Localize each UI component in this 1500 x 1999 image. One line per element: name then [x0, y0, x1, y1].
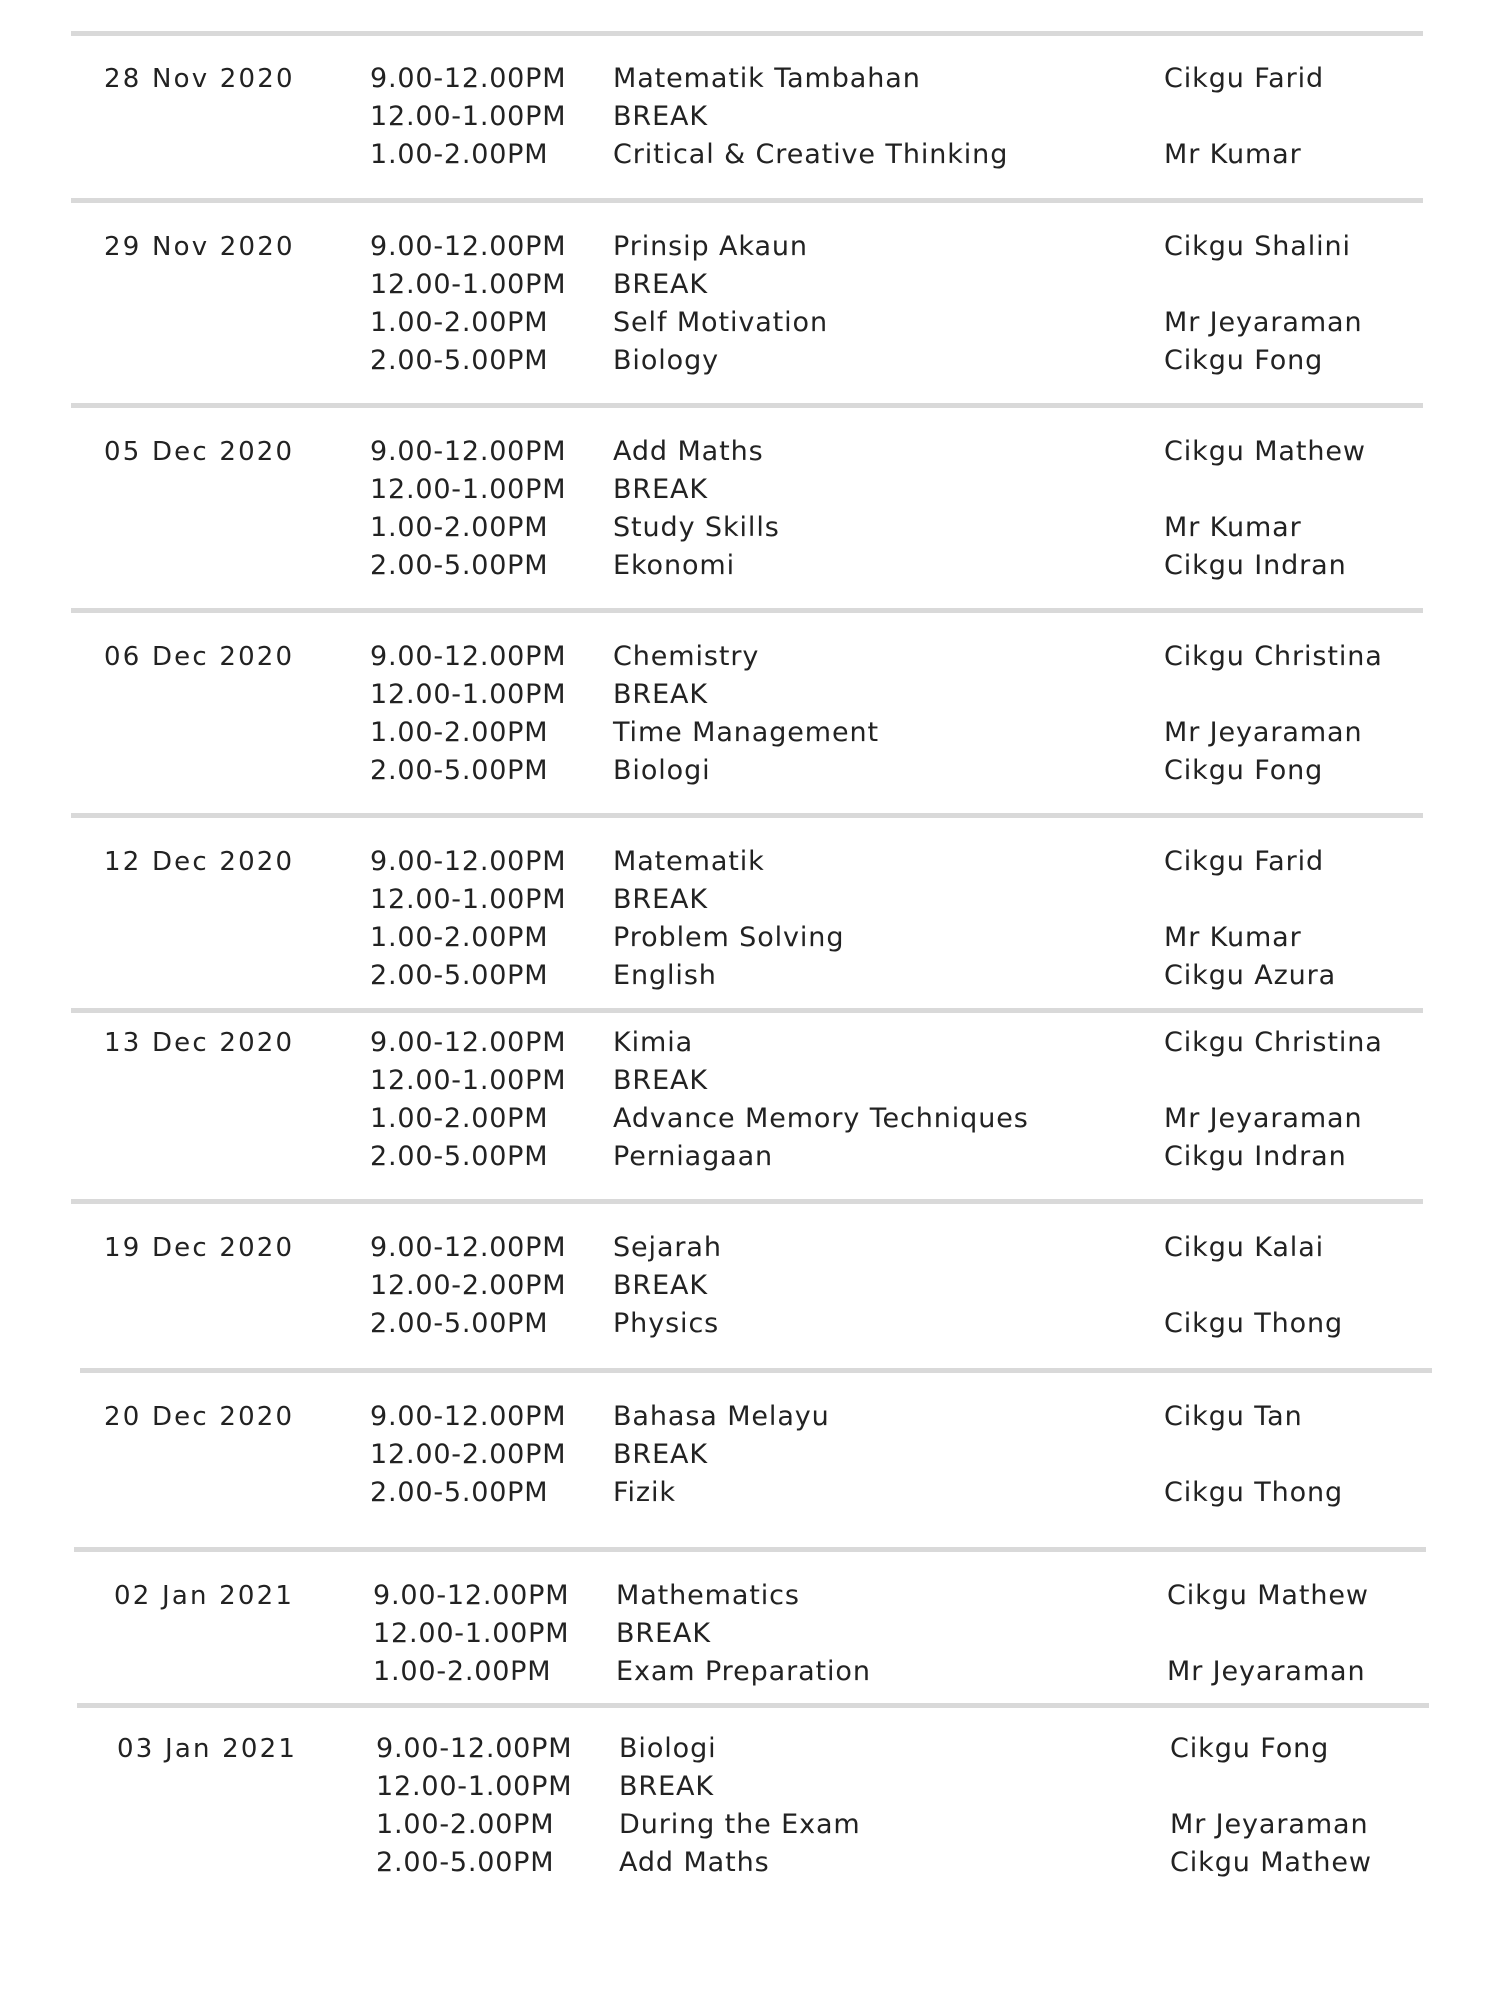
session-subject: BREAK	[616, 1618, 712, 1649]
divider-rule	[74, 1547, 1426, 1552]
session-subject: BREAK	[613, 1065, 709, 1096]
session-time: 1.00-2.00PM	[376, 1809, 555, 1840]
session-teacher: Cikgu Kalai	[1164, 1232, 1325, 1263]
session-teacher: Mr Jeyaraman	[1164, 307, 1363, 338]
session-subject: Matematik	[613, 846, 765, 877]
session-time: 9.00-12.00PM	[370, 436, 567, 467]
session-time: 9.00-12.00PM	[370, 641, 567, 672]
session-subject: BREAK	[613, 474, 709, 505]
session-date: 20 Dec 2020	[104, 1402, 295, 1432]
session-time: 12.00-1.00PM	[376, 1771, 573, 1802]
session-teacher: Mr Jeyaraman	[1170, 1809, 1369, 1840]
session-subject: BREAK	[613, 884, 709, 915]
session-row	[0, 919, 1500, 957]
session-date: 12 Dec 2020	[104, 847, 295, 877]
session-subject: Biologi	[613, 755, 711, 786]
divider-rule	[71, 31, 1423, 36]
session-subject: Perniagaan	[613, 1141, 774, 1172]
session-teacher: Mr Jeyaraman	[1164, 717, 1363, 748]
divider-rule	[71, 813, 1423, 818]
session-row	[0, 676, 1500, 714]
session-teacher: Mr Jeyaraman	[1167, 1656, 1366, 1687]
session-time: 2.00-5.00PM	[370, 345, 549, 376]
session-teacher: Cikgu Mathew	[1170, 1847, 1372, 1878]
session-subject: Chemistry	[613, 641, 760, 672]
session-subject: BREAK	[619, 1771, 715, 1802]
session-teacher: Cikgu Christina	[1164, 641, 1383, 672]
session-subject: Problem Solving	[613, 922, 845, 953]
session-row	[0, 98, 1500, 136]
session-time: 12.00-1.00PM	[370, 884, 567, 915]
session-date: 19 Dec 2020	[104, 1233, 295, 1263]
session-time: 9.00-12.00PM	[370, 1232, 567, 1263]
session-subject: Prinsip Akaun	[613, 231, 808, 262]
session-subject: Bahasa Melayu	[613, 1401, 830, 1432]
session-teacher: Cikgu Fong	[1164, 345, 1324, 376]
session-row	[0, 266, 1500, 304]
divider-rule	[71, 1008, 1423, 1013]
session-time: 1.00-2.00PM	[373, 1656, 552, 1687]
session-subject: Kimia	[613, 1027, 694, 1058]
session-teacher: Mr Jeyaraman	[1164, 1103, 1363, 1134]
session-time: 12.00-2.00PM	[370, 1270, 567, 1301]
session-subject: Advance Memory Techniques	[613, 1103, 1029, 1134]
session-time: 2.00-5.00PM	[370, 550, 549, 581]
divider-rule	[71, 403, 1423, 408]
session-teacher: Cikgu Tan	[1164, 1401, 1303, 1432]
session-subject: BREAK	[613, 269, 709, 300]
session-teacher: Mr Kumar	[1164, 139, 1302, 170]
session-subject: Fizik	[613, 1477, 676, 1508]
session-date: 02 Jan 2021	[114, 1581, 295, 1611]
session-row	[0, 1062, 1500, 1100]
session-row	[0, 471, 1500, 509]
session-time: 1.00-2.00PM	[370, 512, 549, 543]
session-row	[0, 1024, 1500, 1062]
session-row	[6, 1730, 1500, 1768]
session-time: 9.00-12.00PM	[370, 231, 567, 262]
session-teacher: Mr Kumar	[1164, 512, 1302, 543]
session-time: 2.00-5.00PM	[370, 1477, 549, 1508]
session-teacher: Cikgu Farid	[1164, 846, 1325, 877]
session-row	[0, 342, 1500, 380]
session-row	[0, 60, 1500, 98]
session-time: 1.00-2.00PM	[370, 139, 549, 170]
session-time: 1.00-2.00PM	[370, 1103, 549, 1134]
session-time: 12.00-1.00PM	[370, 679, 567, 710]
session-row	[0, 1305, 1500, 1343]
session-time: 2.00-5.00PM	[370, 1141, 549, 1172]
session-teacher: Cikgu Fong	[1170, 1733, 1330, 1764]
divider-rule	[80, 1368, 1432, 1373]
session-subject: BREAK	[613, 679, 709, 710]
session-teacher: Cikgu Indran	[1164, 1141, 1347, 1172]
session-teacher: Cikgu Mathew	[1167, 1580, 1369, 1611]
session-row	[0, 714, 1500, 752]
session-time: 9.00-12.00PM	[370, 63, 567, 94]
session-subject: Sejarah	[613, 1232, 722, 1263]
session-subject: English	[613, 960, 717, 991]
session-teacher: Cikgu Indran	[1164, 550, 1347, 581]
session-time: 9.00-12.00PM	[370, 846, 567, 877]
session-time: 12.00-1.00PM	[370, 474, 567, 505]
session-teacher: Cikgu Fong	[1164, 755, 1324, 786]
session-time: 9.00-12.00PM	[373, 1580, 570, 1611]
session-date: 05 Dec 2020	[104, 437, 295, 467]
session-teacher: Cikgu Farid	[1164, 63, 1325, 94]
session-teacher: Cikgu Christina	[1164, 1027, 1383, 1058]
session-row	[6, 1844, 1500, 1882]
session-subject: Matematik Tambahan	[613, 63, 921, 94]
session-time: 2.00-5.00PM	[370, 960, 549, 991]
session-subject: Study Skills	[613, 512, 780, 543]
session-time: 12.00-1.00PM	[370, 1065, 567, 1096]
session-date: 29 Nov 2020	[104, 232, 295, 262]
session-subject: Add Maths	[619, 1847, 770, 1878]
session-date: 03 Jan 2021	[117, 1734, 298, 1764]
session-subject: BREAK	[613, 101, 709, 132]
session-row	[0, 433, 1500, 471]
session-time: 2.00-5.00PM	[376, 1847, 555, 1878]
session-date: 13 Dec 2020	[104, 1028, 295, 1058]
session-row	[0, 1474, 1500, 1512]
session-time: 1.00-2.00PM	[370, 922, 549, 953]
session-time: 12.00-1.00PM	[370, 269, 567, 300]
session-subject: BREAK	[613, 1270, 709, 1301]
session-row	[0, 509, 1500, 547]
session-time: 2.00-5.00PM	[370, 1308, 549, 1339]
session-subject: Critical & Creative Thinking	[613, 139, 1009, 170]
divider-rule	[71, 608, 1423, 613]
session-subject: Exam Preparation	[616, 1656, 871, 1687]
session-row	[0, 547, 1500, 585]
session-subject: Add Maths	[613, 436, 764, 467]
session-row	[0, 304, 1500, 342]
session-time: 9.00-12.00PM	[376, 1733, 573, 1764]
session-time: 12.00-1.00PM	[370, 101, 567, 132]
session-row	[0, 228, 1500, 266]
session-subject: Self Motivation	[613, 307, 828, 338]
session-date: 06 Dec 2020	[104, 642, 295, 672]
session-row	[6, 1806, 1500, 1844]
session-time: 1.00-2.00PM	[370, 717, 549, 748]
session-subject: Physics	[613, 1308, 720, 1339]
session-teacher: Mr Kumar	[1164, 922, 1302, 953]
session-subject: Biology	[613, 345, 719, 376]
session-row	[0, 1100, 1500, 1138]
session-time: 1.00-2.00PM	[370, 307, 549, 338]
session-row	[6, 1768, 1500, 1806]
session-row	[0, 1398, 1500, 1436]
session-teacher: Cikgu Shalini	[1164, 231, 1351, 262]
session-subject: During the Exam	[619, 1809, 861, 1840]
session-row	[3, 1653, 1500, 1691]
session-subject: Biologi	[619, 1733, 717, 1764]
session-time: 2.00-5.00PM	[370, 755, 549, 786]
session-teacher: Cikgu Thong	[1164, 1308, 1344, 1339]
divider-rule	[77, 1703, 1429, 1708]
session-teacher: Cikgu Thong	[1164, 1477, 1344, 1508]
session-time: 12.00-1.00PM	[373, 1618, 570, 1649]
session-teacher: Cikgu Azura	[1164, 960, 1337, 991]
session-row	[3, 1615, 1500, 1653]
session-row	[0, 136, 1500, 174]
session-row	[0, 752, 1500, 790]
session-row	[0, 957, 1500, 995]
divider-rule	[71, 1199, 1423, 1204]
session-subject: Mathematics	[616, 1580, 800, 1611]
session-row	[0, 1138, 1500, 1176]
session-time: 9.00-12.00PM	[370, 1027, 567, 1058]
session-time: 9.00-12.00PM	[370, 1401, 567, 1432]
session-row	[0, 1436, 1500, 1474]
session-row	[0, 1267, 1500, 1305]
session-teacher: Cikgu Mathew	[1164, 436, 1366, 467]
session-row	[0, 638, 1500, 676]
session-subject: Ekonomi	[613, 550, 735, 581]
session-row	[0, 881, 1500, 919]
divider-rule	[71, 198, 1423, 203]
session-row	[0, 843, 1500, 881]
session-subject: BREAK	[613, 1439, 709, 1470]
session-row	[0, 1229, 1500, 1267]
session-time: 12.00-2.00PM	[370, 1439, 567, 1470]
session-date: 28 Nov 2020	[104, 64, 295, 94]
session-row	[3, 1577, 1500, 1615]
session-subject: Time Management	[613, 717, 880, 748]
